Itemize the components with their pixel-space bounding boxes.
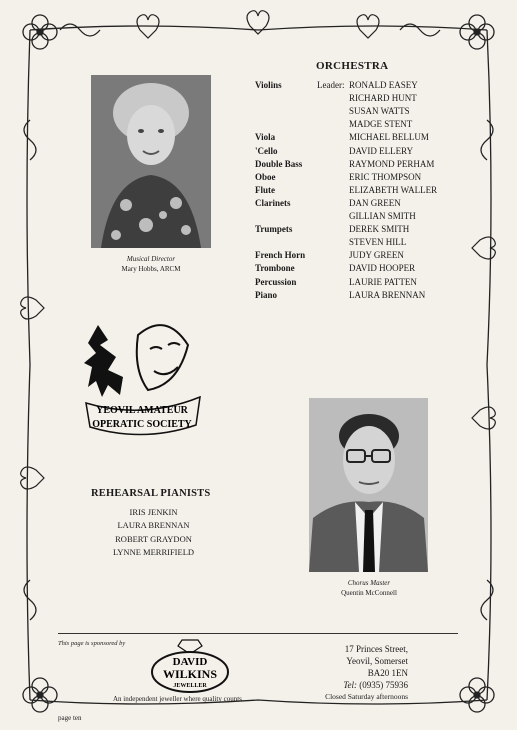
opening-hours: Closed Saturday afternoons [325, 692, 408, 701]
orchestra-row [255, 236, 465, 249]
society-logo [78, 315, 208, 440]
musical-director-photo [91, 75, 211, 248]
player-name: RAYMOND PERHAM [349, 158, 435, 169]
musical-director-role: Musical Director [126, 255, 176, 263]
instrument-section: Oboe [255, 171, 276, 182]
sponsor-brand-line2: WILKINS [162, 667, 218, 681]
player-name: MICHAEL BELLUM [349, 132, 429, 143]
telephone-number: (0935) 75936 [359, 680, 408, 690]
player-name: JUDY GREEN [349, 250, 404, 261]
role-prefix: Leader: [317, 80, 345, 90]
player-name: RONALD EASEY [349, 80, 418, 90]
footer-divider [58, 633, 458, 634]
player-name: STEVEN HILL [349, 237, 407, 248]
orchestra-row [255, 145, 465, 158]
player-name: ERIC THOMPSON [349, 171, 422, 182]
rehearsal-pianist: ROBERT GRAYDON [115, 533, 192, 544]
page-number: page ten [58, 714, 82, 722]
address-line: 17 Princes Street, [344, 644, 408, 654]
instrument-section: Flute [255, 184, 275, 195]
orchestra-row [255, 105, 465, 118]
player-name: MADGE STENT [349, 119, 413, 130]
instrument-section: 'Cello [255, 145, 278, 156]
orchestra-row [255, 118, 465, 131]
rehearsal-pianists-list [91, 506, 216, 559]
orchestra-row [255, 262, 465, 275]
orchestra-row [255, 171, 465, 184]
rehearsal-pianist: LAURA BRENNAN [117, 520, 190, 531]
rehearsal-pianist: LYNNE MERRIFIELD [112, 546, 195, 557]
orchestra-row [255, 184, 465, 197]
orchestra-row [255, 79, 465, 92]
player-name: DEREK SMITH [349, 224, 410, 235]
instrument-section: Trombone [255, 263, 295, 274]
orchestra-row [255, 276, 465, 289]
orchestra-row [255, 223, 465, 236]
instrument-section: Clarinets [255, 197, 291, 208]
orchestra-row [255, 249, 465, 262]
orchestra-row [255, 131, 465, 144]
address-line: BA20 1EN [367, 668, 408, 678]
sponsor-brand-line1: DAVID [172, 656, 208, 668]
player-name: LAURIE PATTEN [349, 276, 417, 287]
sponsor-tagline: An independent jeweller where quality counts [113, 695, 242, 703]
musical-director-caption [91, 254, 211, 274]
instrument-section: Violins [255, 80, 282, 90]
chorus-master-caption [305, 578, 433, 598]
player-name: DAVID ELLERY [349, 145, 414, 156]
orchestra-row [255, 158, 465, 171]
instrument-section: Piano [255, 289, 278, 300]
chorus-master-photo [309, 398, 428, 572]
address-line: Yeovil, Somerset [346, 656, 408, 666]
sponsor-brand-line3: JEWELLER [173, 683, 207, 689]
chorus-master-role: Chorus Master [347, 579, 391, 587]
orchestra-title: ORCHESTRA [316, 60, 389, 72]
instrument-section: Percussion [255, 276, 297, 287]
instrument-section: French Horn [255, 250, 306, 261]
logo-line2: OPERATIC SOCIETY [92, 419, 192, 430]
orchestra-row [255, 92, 465, 105]
instrument-section: Trumpets [255, 224, 293, 235]
player-name: RICHARD HUNT [349, 93, 417, 104]
instrument-section: Double Bass [255, 158, 303, 169]
sponsor-address [300, 643, 408, 703]
player-name: GILLIAN SMITH [349, 211, 416, 221]
player-name: LAURA BRENNAN [349, 289, 426, 300]
player-name: DAN GREEN [349, 197, 401, 208]
sponsor-logo [150, 636, 230, 694]
chorus-master-name: Quentin McConnell [341, 589, 397, 597]
orchestra-row [255, 210, 465, 223]
musical-director-name: Mary Hobbs, ARCM [121, 265, 181, 273]
orchestra-row [255, 289, 465, 302]
rehearsal-pianists-title: REHEARSAL PIANISTS [91, 488, 211, 499]
telephone [300, 679, 408, 691]
telephone-label: Tel: [343, 680, 357, 690]
player-name: SUSAN WATTS [349, 106, 410, 117]
sponsor-label: This page is sponsored by [58, 640, 126, 647]
player-name: DAVID HOOPER [349, 263, 416, 274]
logo-line1: YEOVIL AMATEUR [96, 405, 188, 416]
instrument-section: Viola [255, 132, 276, 143]
player-name: ELIZABETH WALLER [349, 184, 438, 195]
rehearsal-pianist: IRIS JENKIN [129, 507, 178, 517]
orchestra-row [255, 197, 465, 210]
